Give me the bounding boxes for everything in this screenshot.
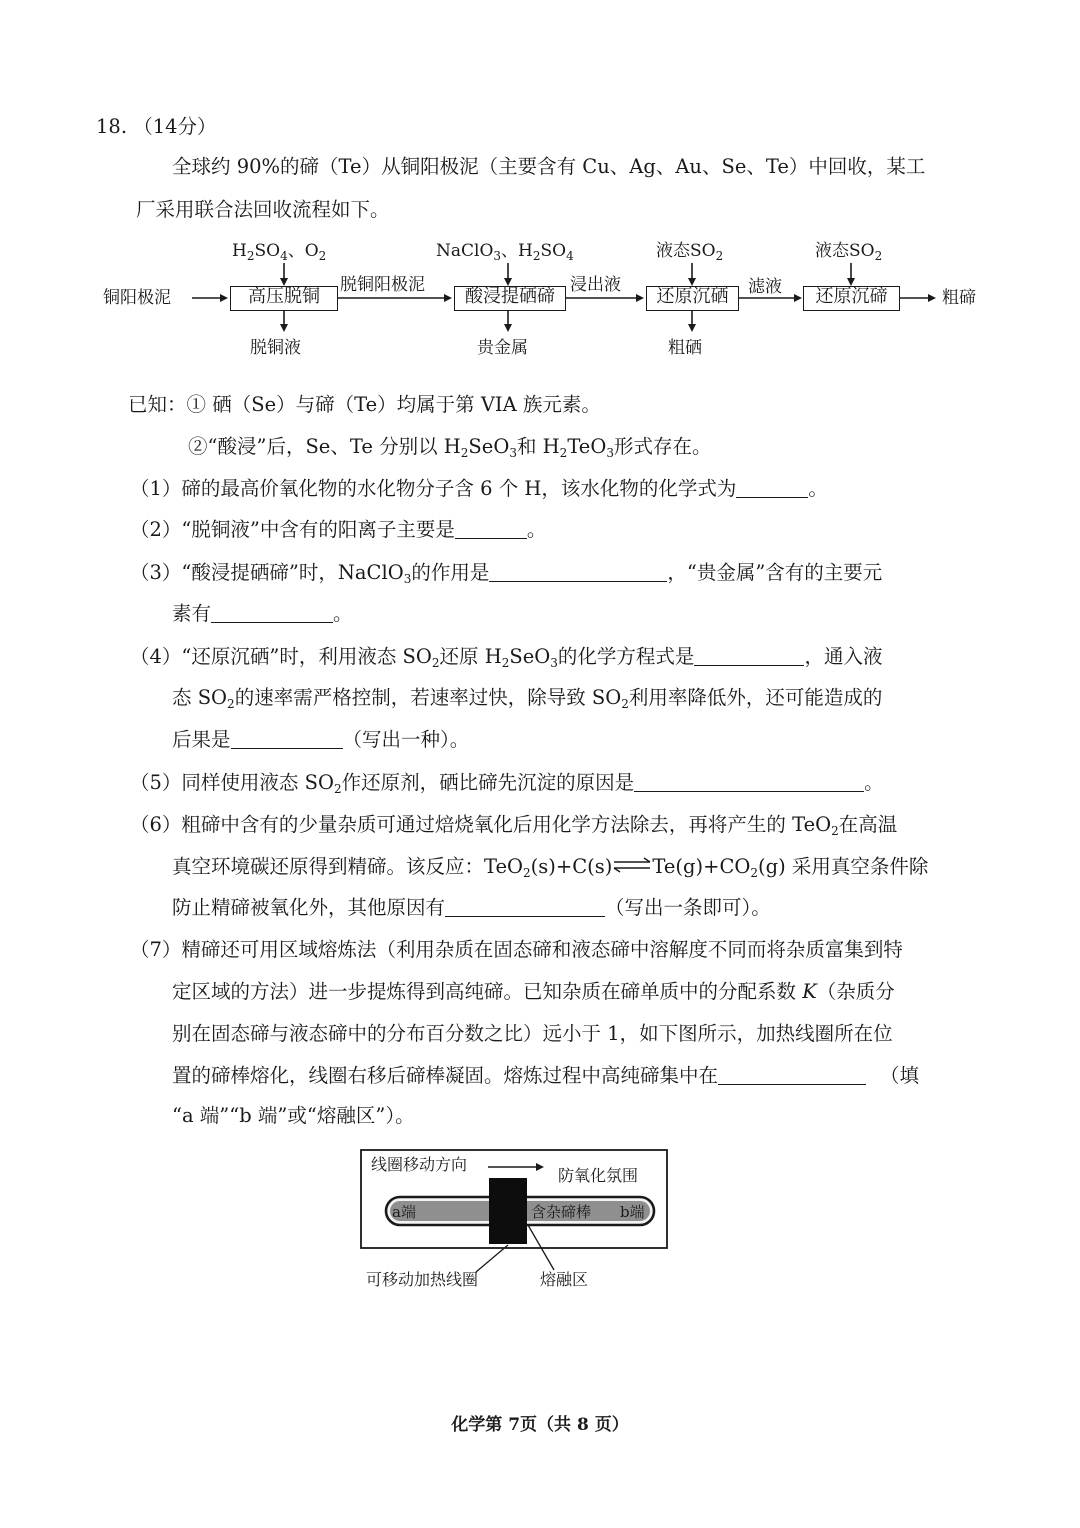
known-item-2: ②“酸浸”后，Se、Te 分别以 $H_2SeO_3$和 $H_2TeO_3$形式存在。 bbox=[188, 435, 712, 460]
rod-b-end-label: b端 bbox=[620, 1203, 645, 1221]
impure-rod-label: 含杂碲棒 bbox=[531, 1203, 592, 1221]
question-7-line-1: （7）精碲还可用区域熔炼法（利用杂质在固态碲和液态碲中溶解度不同而将杂质富集到特 bbox=[130, 938, 903, 961]
atmosphere-label: 防氧化氛围 bbox=[558, 1166, 639, 1185]
question-3-line-1: （3）“酸浸提硒碲”时，NaClO$_3$的作用是 ，“贵金属”含有的主要元 bbox=[130, 561, 883, 586]
question-5: （5）同样使用液态 $SO_2$作还原剂，硒比碲先沉淀的原因是 。 bbox=[130, 771, 884, 796]
coil-direction-label: 线圈移动方向 bbox=[371, 1155, 468, 1174]
question-7-line-2: 定区域的方法）进一步提炼得到高纯碲。已知杂质在碲单质中的分配系数 K（杂质分 bbox=[172, 980, 895, 1003]
step-acid-leach: 酸浸提硒碲 bbox=[454, 286, 566, 311]
flow-end: 粗碲 bbox=[942, 288, 976, 308]
question-1: （1）碲的最高价氧化物的水化物分子含 6 个 H，该水化物的化学式为 。 bbox=[130, 477, 828, 500]
step1-reagent: $H_2SO_4$、$O_2$ bbox=[232, 241, 327, 263]
question-2: （2）“脱铜液”中含有的阳离子主要是 。 bbox=[130, 518, 547, 541]
answer-blank-4b[interactable] bbox=[231, 729, 343, 749]
answer-blank-4a[interactable] bbox=[694, 646, 804, 666]
step4-reagent: 液态$SO_2$ bbox=[815, 241, 883, 263]
heating-coil-label: 可移动加热线圈 bbox=[366, 1270, 479, 1289]
rod-a-end-label: a端 bbox=[392, 1203, 416, 1221]
question-7-line-3: 别在固态碲与液态碲中的分布百分数之比）远小于 1，如下图所示，加热线圈所在位 bbox=[172, 1022, 893, 1045]
equilibrium-arrow-icon bbox=[612, 858, 652, 872]
step-reduce-selenium: 还原沉硒 bbox=[646, 286, 739, 311]
melt-zone-label: 熔融区 bbox=[540, 1270, 589, 1289]
known-item-1: 已知：① 硒（Se）与碲（Te）均属于第 VIA 族元素。 bbox=[128, 393, 601, 416]
question-4-line-1: （4）“还原沉硒”时，利用液态 $SO_2$还原 $H_2SeO_3$的化学方程式是 ，通入液 bbox=[130, 645, 883, 670]
answer-blank-6[interactable] bbox=[445, 897, 605, 917]
flow-arrows bbox=[0, 0, 1080, 380]
link3-label: 滤液 bbox=[748, 277, 782, 297]
answer-blank-3a[interactable] bbox=[489, 562, 667, 582]
step1-output: 脱铜液 bbox=[250, 338, 301, 358]
step-high-pressure-decopper: 高压脱铜 bbox=[230, 286, 338, 311]
flow-start: 铜阳极泥 bbox=[103, 288, 171, 308]
intro-line-2: 厂采用联合法回收流程如下。 bbox=[136, 198, 390, 221]
link2-label: 浸出液 bbox=[570, 275, 621, 295]
question-3-line-2: 素有 。 bbox=[172, 602, 353, 625]
answer-blank-5[interactable] bbox=[634, 772, 864, 792]
answer-blank-7[interactable] bbox=[718, 1065, 866, 1085]
step2-output: 贵金属 bbox=[477, 338, 528, 358]
question-4-line-3: 后果是 （写出一种）。 bbox=[172, 728, 470, 751]
answer-blank-2[interactable] bbox=[455, 519, 527, 539]
question-6-line-2: 真空环境碳还原得到精碲。该反应：TeO$_2$(s)+C(s) $Te(g)+CO_2(g)$ 采用真空条件除 bbox=[172, 855, 929, 880]
link1-label: 脱铜阳极泥 bbox=[340, 275, 425, 295]
page-footer: 化学第 7页（共 8 页） bbox=[451, 1415, 629, 1435]
question-4-line-2: 态 $SO_2$的速率需严格控制，若速率过快，除导致 $SO_2$利用率降低外，还可能造成的 bbox=[172, 686, 883, 711]
step3-output: 粗硒 bbox=[668, 338, 702, 358]
answer-blank-3b[interactable] bbox=[211, 603, 333, 623]
heating-coil bbox=[489, 1178, 527, 1244]
question-7-line-4: 置的碲棒熔化，线圈右移后碲棒凝固。熔炼过程中高纯碲集中在 （填 bbox=[172, 1064, 920, 1087]
step-reduce-tellurium: 还原沉碲 bbox=[803, 286, 900, 311]
intro-line-1: 全球约 90%的碲（Te）从铜阳极泥（主要含有 Cu、Ag、Au、Se、Te）中回收，某工 bbox=[172, 155, 926, 178]
question-number: 18. （14分） bbox=[96, 115, 217, 138]
step3-reagent: 液态$SO_2$ bbox=[656, 241, 724, 263]
answer-blank-1[interactable] bbox=[736, 478, 808, 498]
question-7-line-5: “a 端”“b 端”或“熔融区”）。 bbox=[172, 1104, 415, 1127]
question-6-line-1: （6）粗碲中含有的少量杂质可通过焙烧氧化后用化学方法除去，再将产生的 TeO$_2$在高温 bbox=[130, 813, 898, 838]
question-6-line-3: 防止精碲被氧化外，其他原因有 （写出一条即可）。 bbox=[172, 896, 771, 919]
step2-reagent: NaClO$_3$、$H_2SO_4$ bbox=[436, 241, 574, 263]
